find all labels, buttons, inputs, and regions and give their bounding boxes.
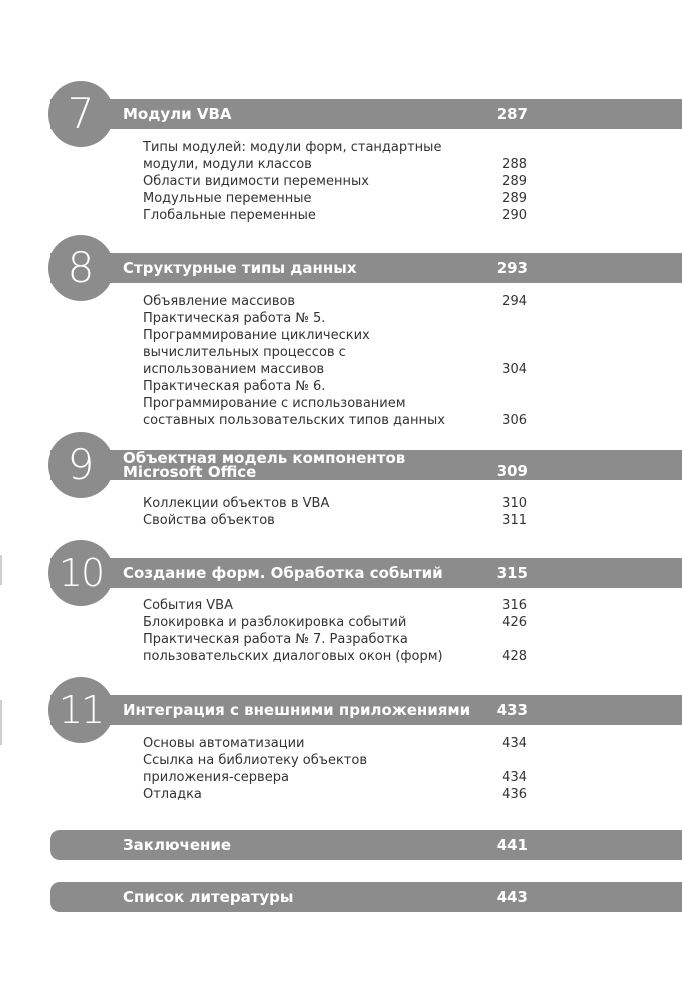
toc-entry-text: Глобальные переменные xyxy=(143,208,316,223)
toc-entry-page: 436 xyxy=(502,787,527,802)
toc-entry-page: 434 xyxy=(502,770,527,785)
toc-entry[interactable] xyxy=(143,631,527,665)
chapter-number-circle: 7 xyxy=(48,81,114,147)
toc-entry[interactable] xyxy=(143,139,527,173)
chapter-title: Структурные типы данных xyxy=(123,259,357,277)
chapter-title: Создание форм. Обработка событий xyxy=(123,564,443,582)
chapter-number-circle: 11 xyxy=(48,677,114,743)
chapter-entries xyxy=(143,139,527,224)
toc-entry-text: События VBA xyxy=(143,598,233,613)
toc-entry-page: 306 xyxy=(502,413,527,428)
toc-entry-text: Отладка xyxy=(143,787,202,802)
chapter-header-bar[interactable] xyxy=(50,253,682,283)
chapter-entries xyxy=(143,597,527,665)
toc-entry-page: 288 xyxy=(502,157,527,172)
chapter-header-bar[interactable] xyxy=(50,558,682,588)
chapter-page: 293 xyxy=(496,259,528,277)
chapter-page: 433 xyxy=(496,701,528,719)
toc-entry-page: 426 xyxy=(502,615,527,630)
toc-entry-page: 316 xyxy=(502,598,527,613)
toc-entry-text: Свойства объектов xyxy=(143,513,275,528)
chapter-header-bar[interactable] xyxy=(50,695,682,725)
toc-entry-page: 428 xyxy=(502,649,527,664)
chapter-entries xyxy=(143,293,527,429)
chapter-title: Объектная модель компонентов Microsoft Office xyxy=(123,449,406,481)
toc-entry[interactable] xyxy=(143,495,527,512)
chapter-title: Интеграция с внешними приложениями xyxy=(123,701,471,719)
toc-entry[interactable] xyxy=(143,752,527,786)
chapter-number-circle: 10 xyxy=(48,540,114,606)
toc-entry-text: Практическая работа № 5. Программирование циклических вычислительных процессов с использованием массивов xyxy=(143,311,370,377)
toc-entry[interactable] xyxy=(143,293,527,310)
chapter-page: 315 xyxy=(496,564,528,582)
toc-entry-page: 294 xyxy=(502,294,527,309)
back-matter-title: Заключение xyxy=(123,836,232,854)
toc-entry-page: 304 xyxy=(502,362,527,377)
toc-entry[interactable] xyxy=(143,614,527,631)
toc-entry-text: Основы автоматизации xyxy=(143,736,305,751)
edge-mark xyxy=(0,700,2,745)
chapter-page: 287 xyxy=(496,105,528,123)
toc-entry[interactable] xyxy=(143,735,527,752)
toc-entry[interactable] xyxy=(143,597,527,614)
chapter-page: 309 xyxy=(496,462,528,480)
toc-entry-page: 434 xyxy=(502,736,527,751)
toc-entry[interactable] xyxy=(143,310,527,378)
back-matter-page: 443 xyxy=(496,888,528,906)
toc-entry-page: 290 xyxy=(502,208,527,223)
toc-entry[interactable] xyxy=(143,207,527,224)
toc-entry[interactable] xyxy=(143,173,527,190)
toc-entry-text: Модульные переменные xyxy=(143,191,312,206)
toc-entry[interactable] xyxy=(143,378,527,429)
toc-entry-text: Объявление массивов xyxy=(143,294,296,309)
toc-entry-page: 289 xyxy=(502,174,527,189)
back-matter-title: Список литературы xyxy=(123,888,294,906)
chapter-title: Модули VBA xyxy=(123,105,232,123)
chapter-header-bar[interactable] xyxy=(50,450,682,480)
toc-entry-page: 289 xyxy=(502,191,527,206)
chapter-entries xyxy=(143,735,527,803)
toc-entry-text: Области видимости переменных xyxy=(143,174,369,189)
back-matter-page: 441 xyxy=(496,836,528,854)
chapter-entries xyxy=(143,495,527,529)
toc-entry-text: Типы модулей: модули форм, стандартные модули, модули классов xyxy=(143,140,442,172)
toc-entry-page: 311 xyxy=(502,513,527,528)
toc-entry-text: Коллекции объектов в VBA xyxy=(143,496,330,511)
chapter-number-circle: 9 xyxy=(48,432,114,498)
toc-entry[interactable] xyxy=(143,786,527,803)
toc-entry-page: 310 xyxy=(502,496,527,511)
toc-entry-text: Практическая работа № 6. Программирование с использованием составных пользовательских типов данных xyxy=(143,379,445,428)
back-matter-conclusion[interactable] xyxy=(50,830,682,860)
chapter-header-bar[interactable] xyxy=(50,99,682,129)
toc-entry-text: Ссылка на библиотеку объектов приложения-сервера xyxy=(143,753,367,785)
toc-entry[interactable] xyxy=(143,190,527,207)
edge-mark xyxy=(0,555,2,585)
back-matter-references[interactable] xyxy=(50,882,682,912)
toc-entry-text: Практическая работа № 7. Разработка пользовательских диалоговых окон (форм) xyxy=(143,632,443,664)
toc-entry[interactable] xyxy=(143,512,527,529)
toc-entry-text: Блокировка и разблокировка событий xyxy=(143,615,407,630)
chapter-number-circle: 8 xyxy=(48,235,114,301)
